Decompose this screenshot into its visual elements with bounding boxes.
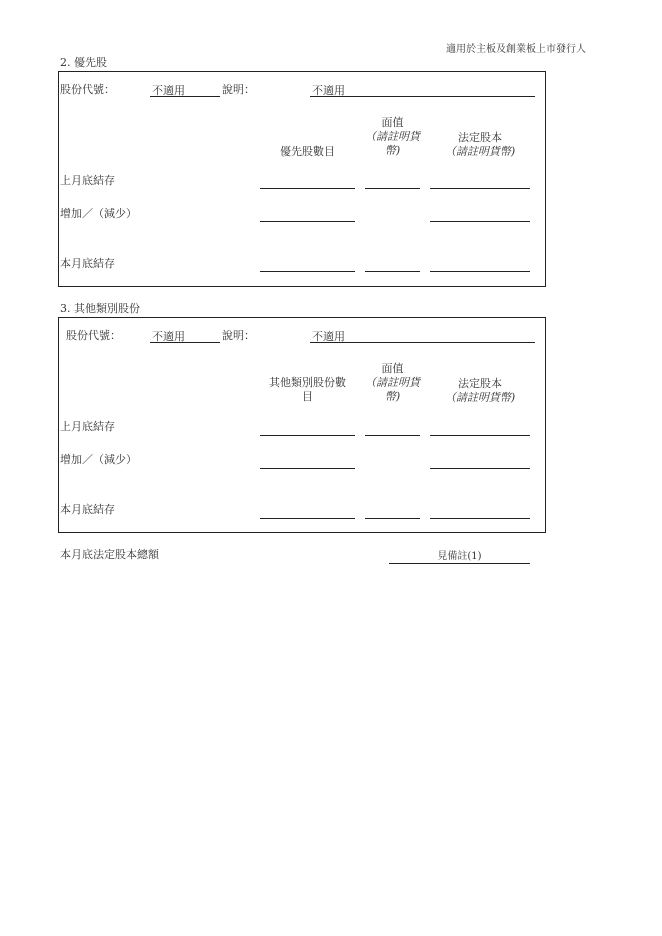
opening-count-field[interactable] (260, 435, 355, 436)
col-header-par-value: 面值 （請註明貨 幣) (365, 362, 420, 403)
row-label-change: 增加／（減少） (60, 453, 137, 466)
closing-par-field[interactable] (365, 271, 420, 272)
col-header-authorised-capital: 法定股本 （請註明貨幣) (444, 377, 516, 404)
header-note: 適用於主板及創業板上市發行人 (446, 44, 586, 55)
opening-count-field[interactable] (260, 188, 355, 189)
closing-capital-field[interactable] (430, 271, 530, 272)
change-count-field[interactable] (260, 468, 355, 469)
opening-capital-field[interactable] (430, 188, 530, 189)
description-label: 說明： (222, 329, 255, 342)
section-title-preference-shares: 2. 優先股 (60, 56, 107, 69)
row-label-closing: 本月底結存 (60, 503, 115, 516)
change-capital-field[interactable] (430, 221, 530, 222)
total-authorised-capital-label: 本月底法定股本總額 (60, 548, 159, 561)
change-count-field[interactable] (260, 221, 355, 222)
col-header-count: 其他類別股份數 目 (269, 376, 346, 403)
description-value: 不適用 (312, 84, 345, 97)
change-capital-field[interactable] (430, 468, 530, 469)
total-authorised-capital-field[interactable] (389, 563, 530, 564)
col-header-par-value: 面值 （請註明貨 幣) (365, 116, 420, 157)
closing-count-field[interactable] (260, 518, 355, 519)
col-header-authorised-capital: 法定股本 （請註明貨幣) (444, 131, 516, 158)
row-label-opening: 上月底結存 (60, 420, 115, 433)
opening-capital-field[interactable] (430, 435, 530, 436)
closing-par-field[interactable] (365, 518, 420, 519)
other-shares-box (58, 317, 546, 533)
preference-shares-box (58, 71, 546, 287)
opening-par-field[interactable] (365, 188, 420, 189)
share-code-label: 股份代號： (66, 329, 121, 342)
closing-capital-field[interactable] (430, 518, 530, 519)
description-label: 說明： (222, 83, 255, 96)
col-header-count: 優先股數目 (280, 145, 335, 158)
total-authorised-capital-value: 見備註(1) (437, 551, 482, 562)
closing-count-field[interactable] (260, 271, 355, 272)
section-title-other-shares: 3. 其他類別股份 (60, 302, 140, 315)
row-label-change: 增加／（減少） (60, 207, 137, 220)
description-value: 不適用 (312, 330, 345, 343)
share-code-value: 不適用 (152, 330, 185, 343)
share-code-label: 股份代號： (60, 83, 115, 96)
share-code-value: 不適用 (152, 84, 185, 97)
row-label-closing: 本月底結存 (60, 257, 115, 270)
opening-par-field[interactable] (365, 435, 420, 436)
row-label-opening: 上月底結存 (60, 174, 115, 187)
